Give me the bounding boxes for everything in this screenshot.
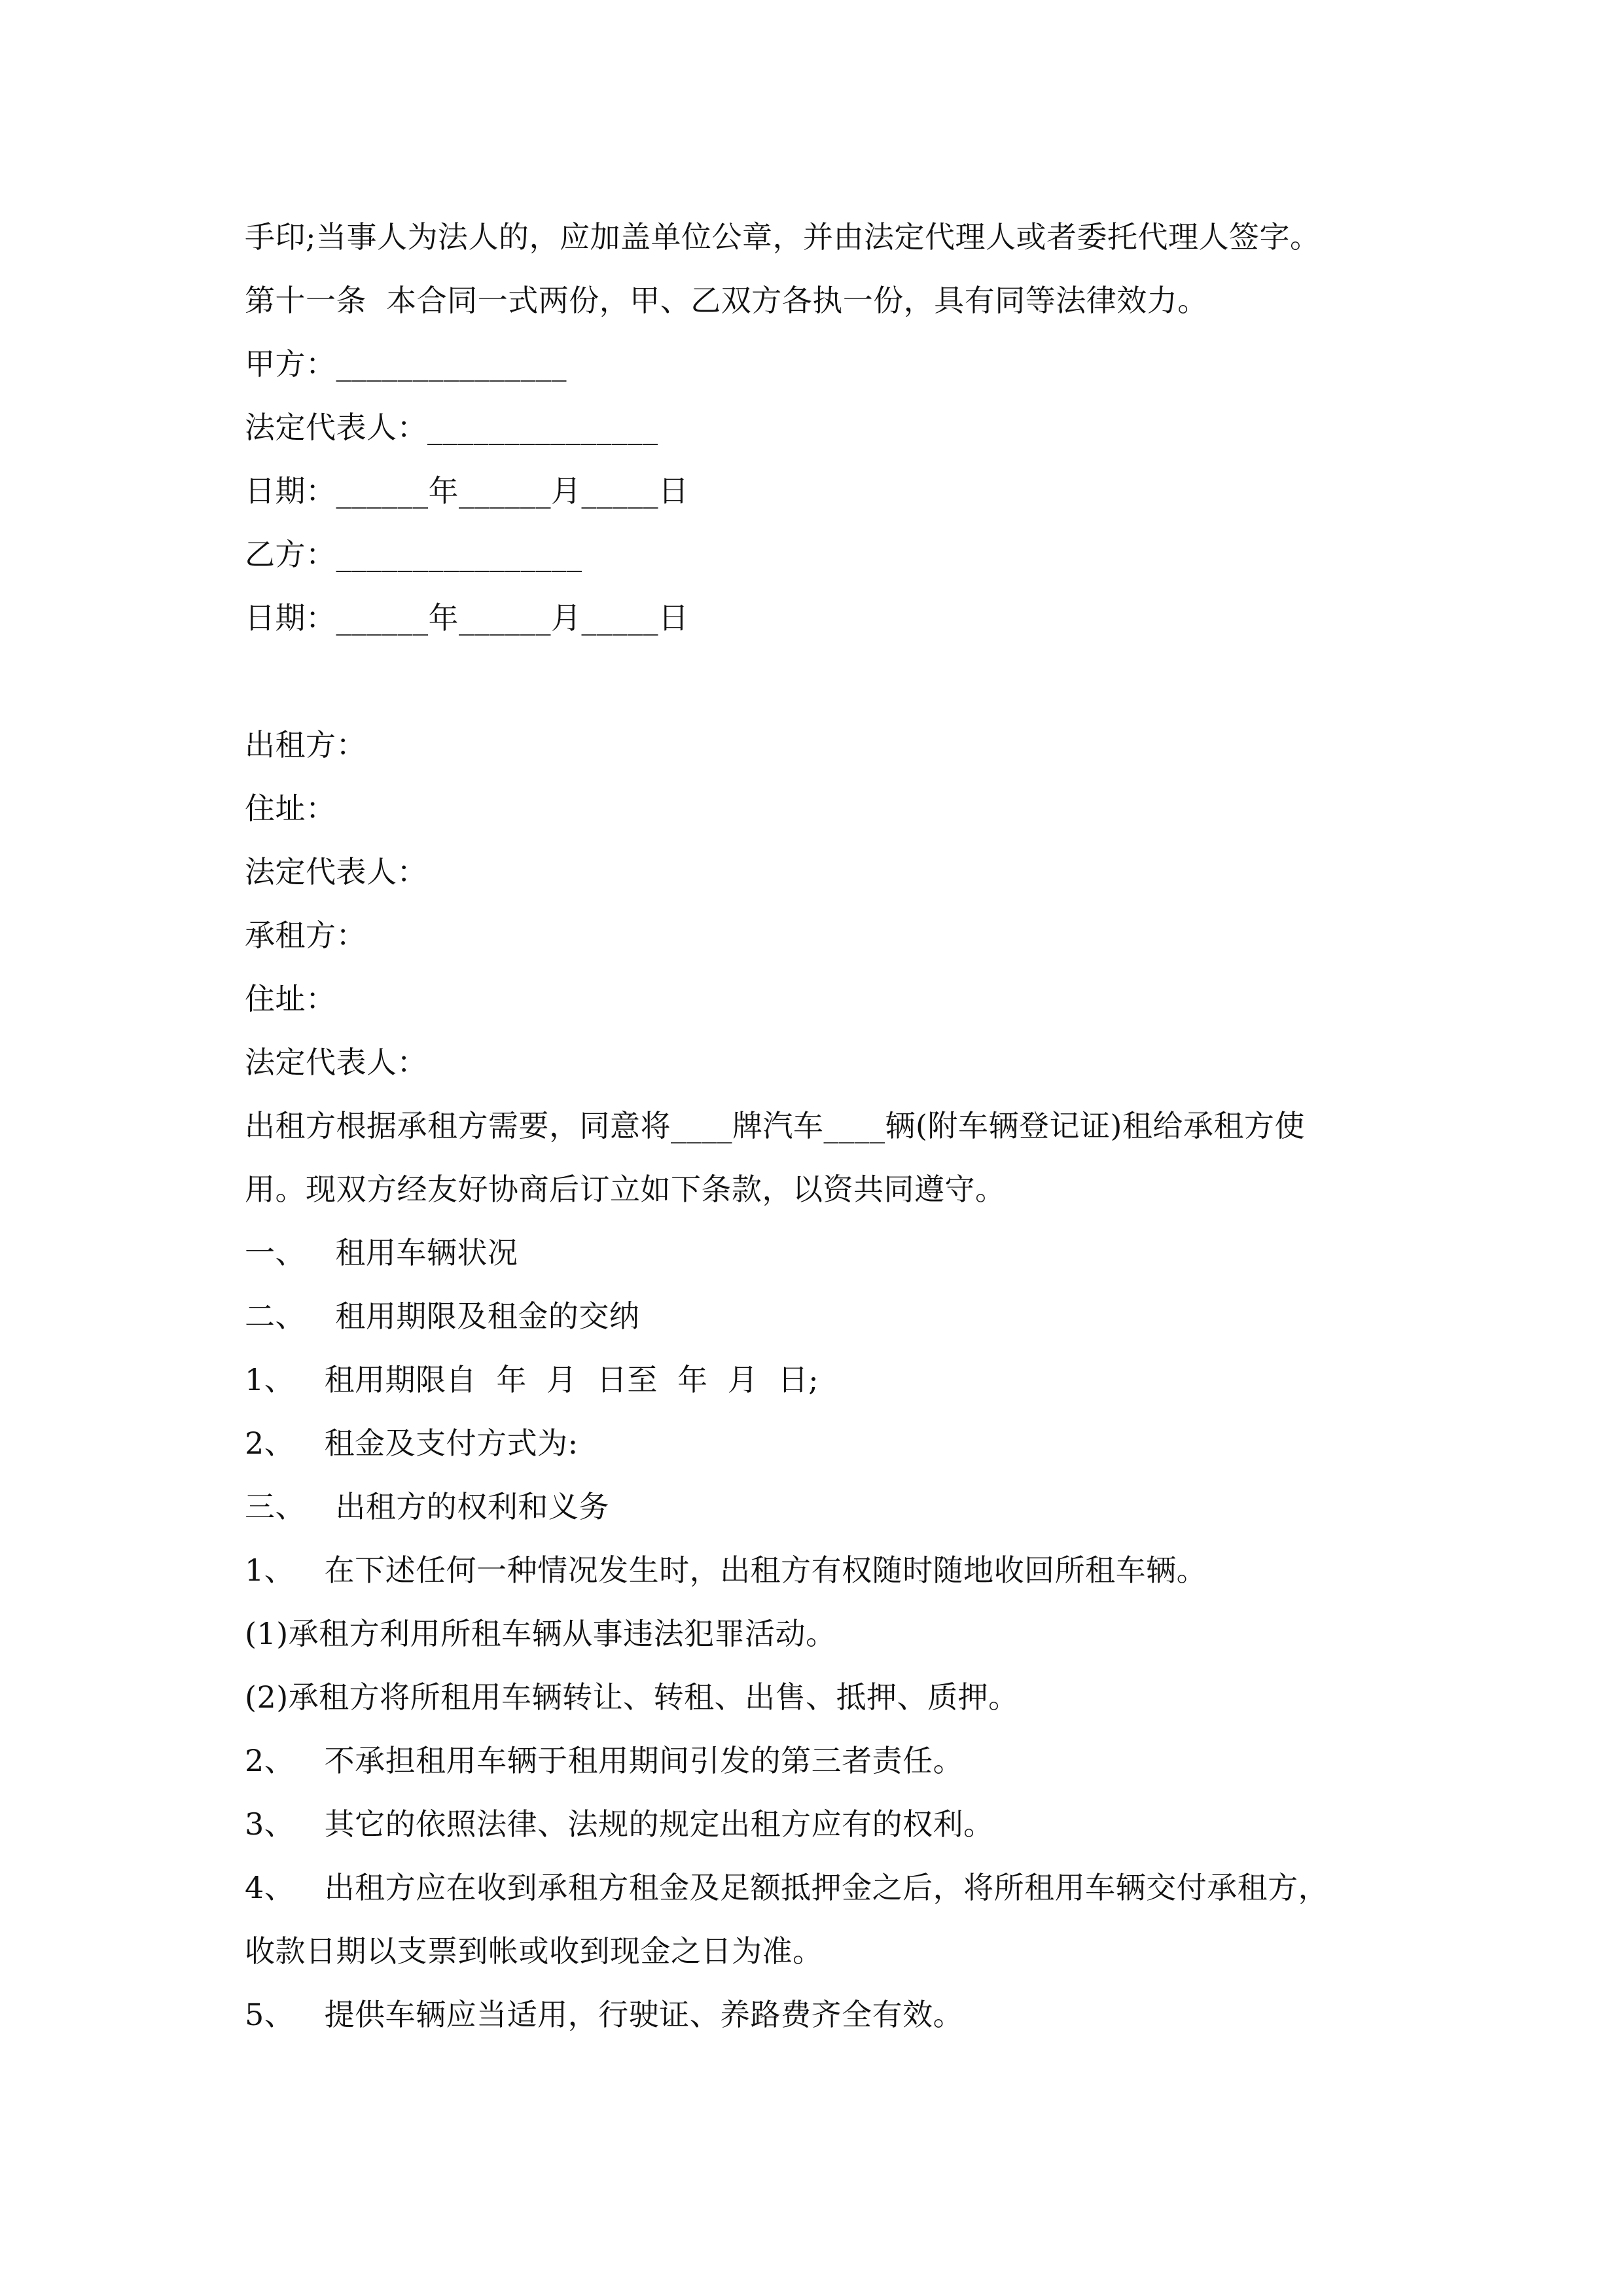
party-a-line: 甲方：_______________ [245,346,567,382]
section-spacer [245,650,1423,713]
clause-line: 2、 租金及支付方式为: [245,1426,579,1461]
date-a-line: 日期：______年______月_____日 [245,473,689,509]
clause-line: (2)承租方将所租用车辆转让、转租、出售、抵押、质押。 [245,1679,1019,1715]
clause-line: 4、 出租方应在收到承租方租金及足额抵押金之后，将所租用车辆交付承租方， [245,1870,1329,1905]
lessor-rep-line: 法定代表人： [245,854,427,889]
clause-line: 收款日期以支票到帐或收到现金之日为准。 [245,1933,823,1969]
clause-line: 3、 其它的依照法律、法规的规定出租方应有的权利。 [245,1806,994,1842]
document-body [245,206,1423,2047]
lessor-address-line: 住址： [245,791,336,826]
lessee-address-line: 住址： [245,981,336,1016]
article-eleven: 第十一条 本合同一式两份，甲、乙双方各执一份，具有同等法律效力。 [245,283,1208,318]
clause-line: 二、 租用期限及租金的交纳 [245,1299,640,1334]
clause-line: (1)承租方利用所租车辆从事违法犯罪活动。 [245,1616,836,1651]
date-b-line: 日期：______年______月_____日 [245,600,689,636]
signature-instruction-line: 手印;当事人为法人的，应加盖单位公章，并由法定代理人或者委托代理人签字。 [245,219,1321,255]
lessee-line: 承租方： [245,918,366,953]
intro-line-2: 用。现双方经友好协商后订立如下条款，以资共同遵守。 [245,1172,1006,1207]
clause-line: 5、 提供车辆应当适用，行驶证、养路费齐全有效。 [245,1997,964,2032]
clause-line: 三、 出租方的权利和义务 [245,1489,609,1524]
lessor-line: 出租方： [245,727,366,762]
lessee-rep-line: 法定代表人： [245,1045,427,1080]
legal-rep-line: 法定代表人：_______________ [245,410,658,445]
clause-line: 1、 租用期限自 年 月 日至 年 月 日; [245,1362,819,1397]
clause-line: 2、 不承担租用车辆于租用期间引发的第三者责任。 [245,1743,964,1778]
party-b-line: 乙方：________________ [245,537,582,572]
clause-line: 1、 在下述任何一种情况发生时，出租方有权随时随地收回所租车辆。 [245,1552,1207,1588]
intro-line-1: 出租方根据承租方需要，同意将____牌汽车____辆(附车辆登记证)租给承租方使 [245,1108,1305,1143]
clause-line: 一、 租用车辆状况 [245,1235,518,1270]
